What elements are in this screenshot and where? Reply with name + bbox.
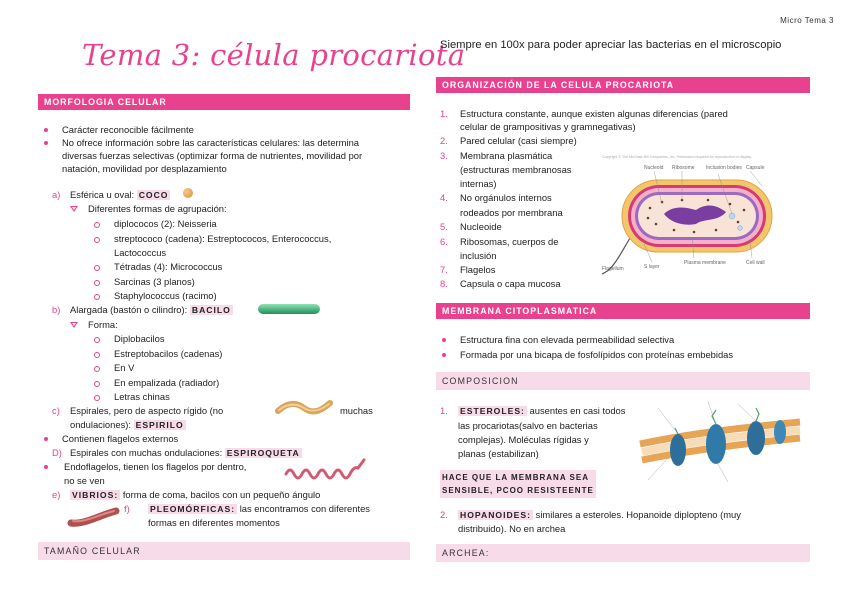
org-item-line: internas) — [460, 178, 497, 189]
coco-item: Tétradas (4): Micrococcus — [114, 261, 223, 272]
morph-a-text: Esférica u oval: — [70, 189, 135, 200]
tag-vibrios: VIBRIOS: — [72, 490, 119, 500]
org-num: 7. — [440, 264, 448, 275]
esteroles-num: 1. — [440, 405, 448, 416]
tag-espiroqueta: ESPIROQUETA — [226, 448, 300, 458]
org-num: 6. — [440, 236, 448, 247]
circle-bullet-icon — [94, 237, 100, 243]
bullet-dot — [44, 437, 48, 441]
bacilo-item: Letras chinas — [114, 391, 170, 402]
marker-c: c) — [52, 405, 60, 416]
membrane-protein-shape — [747, 421, 765, 455]
espirilo-icon — [274, 398, 334, 418]
morph-c-text-right: muchas — [340, 405, 373, 416]
label-cellwall: Cell wall — [746, 260, 765, 266]
marker-b: b) — [52, 304, 61, 315]
esteroles-line — [458, 404, 625, 418]
tag-esteroles: ESTEROLES: — [460, 406, 525, 416]
org-num: 2. — [440, 135, 448, 146]
hace-line2: SENSIBLE, PCOO RESISTEENTE — [442, 486, 594, 495]
membrana-bullet: Estructura fina con elevada permeabilidad selectiva — [460, 334, 675, 345]
bacilo-item: En empalizada (radiador) — [114, 377, 220, 388]
coco-icon — [183, 188, 193, 198]
label-nucleoid: Nucleoid — [644, 165, 664, 171]
bullet-no-ofrece: No ofrece información sobre las características celulares: las determina diversas fuerzas selectivas (optimizar forma de nutrientes, movilidad por natación, movilidad por desplazamiento — [62, 137, 363, 174]
circle-bullet-icon — [94, 337, 100, 343]
circle-bullet-icon — [94, 265, 100, 271]
org-item-line: inclusión — [460, 250, 497, 261]
membrane-protein-shape — [706, 424, 726, 464]
marker-d: D) — [52, 447, 62, 458]
membrane-protein-shape — [774, 420, 786, 444]
bullet-dot — [44, 128, 48, 132]
morph-c-text2: ondulaciones): — [70, 419, 131, 430]
hopanoides-num: 2. — [440, 509, 448, 520]
section-bar-membrana: MEMBRANA CITOPLASMATICA — [436, 303, 810, 319]
morph-f — [148, 502, 370, 516]
org-item-line: rodeados por membrana — [460, 207, 563, 218]
espiroqueta-icon — [282, 455, 366, 481]
circle-bullet-icon — [94, 381, 100, 387]
label-slayer: S layer — [644, 264, 660, 270]
bullet-flagelos-externos: Contienen flagelos externos — [62, 433, 179, 444]
label-plasma: Plasma membrane — [684, 260, 726, 266]
morph-f-text: las encontramos con diferentes — [239, 503, 370, 514]
morph-b — [70, 303, 233, 317]
bacilo-item: Estreptobacilos (cadenas) — [114, 348, 223, 359]
circle-bullet-icon — [94, 395, 100, 401]
label-flagellum: Flagellum — [602, 266, 624, 272]
coco-item-cont: Lactococcus — [114, 247, 167, 258]
coco-item: Staphylococcus (racimo) — [114, 290, 217, 301]
section-bar-composicion: COMPOSICION — [436, 372, 810, 390]
coco-item: streptococo (cadena): Estreptococos, Enterococcus, — [114, 233, 332, 244]
morph-d — [70, 446, 302, 460]
cytoplasmic-membrane-diagram — [638, 400, 802, 488]
page-header-label: Micro Tema 3 — [780, 16, 834, 25]
bullet-endoflagelos-cont: no se ven — [64, 475, 105, 486]
bacilo-item: Diplobacilos — [114, 333, 165, 344]
bacilo-icon — [258, 304, 320, 314]
tag-coco: COCO — [138, 190, 169, 200]
tag-espirilo: ESPIRILO — [135, 420, 184, 430]
membrane-protein-shape — [670, 434, 686, 466]
org-item-line: Pared celular (casi siempre) — [460, 135, 577, 146]
bullet-dot — [44, 465, 48, 469]
marker-f: f) — [124, 503, 130, 514]
coco-item: Sarcinas (3 planos) — [114, 276, 195, 287]
marker-a: a) — [52, 189, 61, 200]
morph-c-line2 — [70, 418, 186, 432]
org-num: 3. — [440, 150, 448, 161]
hace-line1: HACE QUE LA MEMBRANA SEA — [442, 473, 589, 482]
org-item-line: Capsula o capa mucosa — [460, 278, 561, 289]
org-num: 5. — [440, 221, 448, 232]
coco-item: diplococos (2): Neisseria — [114, 218, 217, 229]
tag-bacilo: BACILO — [191, 305, 231, 315]
bacilo-item: En V — [114, 362, 135, 373]
cell-copyright: Copyright © The McGraw-Hill Companies, Inc. Permission required for reproduction or display. — [602, 155, 752, 159]
org-item-line: Estructura constante, aunque existen algunas diferencias (pared — [460, 108, 728, 119]
esteroles-line: planas (estabilizan) — [458, 448, 539, 459]
section-bar-morfologia: MORFOLOGIA CELULAR — [38, 94, 410, 110]
vibrio-icon — [66, 505, 122, 529]
org-item-line: Ribosomas, cuerpos de — [460, 236, 559, 247]
agrupacion-label: Diferentes formas de agrupación: — [88, 203, 227, 214]
bullet-endoflagelos: Endoflagelos, tienen los flagelos por dentro, — [64, 461, 247, 472]
circle-bullet-icon — [94, 366, 100, 372]
page-title: Tema 3: célula procariota — [82, 38, 466, 72]
bullet-dot — [442, 353, 446, 357]
hopanoides-line — [458, 508, 741, 522]
org-num: 4. — [440, 192, 448, 203]
hopanoides-line2: distribuido). No en archea — [458, 523, 566, 534]
esteroles-text: ausentes en casi todos — [529, 405, 626, 416]
morph-d-text: Espirales con muchas ondulaciones: — [70, 447, 223, 458]
intro-text: Siempre en 100x para poder apreciar las bacterias en el microscopio — [440, 39, 782, 51]
hopanoides-text: similares a esteroles. Hopanoide diplopteno (muy — [535, 509, 741, 520]
org-item-line: Nucleoide — [460, 221, 502, 232]
circle-bullet-icon — [94, 294, 100, 300]
label-capsule: Capsule — [746, 165, 765, 171]
circle-bullet-icon — [94, 280, 100, 286]
org-item-line: Flagelos — [460, 264, 496, 275]
esteroles-line: complejas). Moléculas rígidas y — [458, 434, 589, 445]
org-num: 8. — [440, 278, 448, 289]
section-bar-organizacion: ORGANIZACIÓN DE LA CELULA PROCARIOTA — [436, 77, 810, 93]
morph-e-text: forma de coma, bacilos con un pequeño ángulo — [122, 489, 321, 500]
org-item-line: No orgánulos internos — [460, 192, 552, 203]
esteroles-line: las procariotas(salvo en bacterias — [458, 420, 598, 431]
bullet-caracter: Carácter reconocible fácilmente — [62, 124, 194, 135]
section-bar-tamano: TAMAÑO CELULAR — [38, 542, 410, 560]
marker-e: e) — [52, 489, 61, 500]
section-bar-archea: ARCHEA: — [436, 544, 810, 562]
bullet-dot — [44, 141, 48, 145]
morph-b-text: Alargada (bastón o cilindro): — [70, 304, 188, 315]
morph-e — [70, 488, 320, 502]
label-inclusion: Inclusion bodies — [706, 165, 742, 171]
tag-hopanoides: HOPANOIDES: — [460, 510, 532, 520]
prokaryotic-cell-diagram — [600, 152, 778, 278]
morph-f-line2: formas en diferentes momentos — [148, 517, 280, 528]
org-item-line: Membrana plasmática — [460, 150, 553, 161]
circle-bullet-icon — [94, 222, 100, 228]
org-num: 1. — [440, 108, 448, 119]
triangle-bullet-icon — [70, 206, 78, 212]
circle-bullet-icon — [94, 352, 100, 358]
tag-pleomorficas: PLEOMÓRFICAS: — [150, 504, 236, 514]
inclusion-body-shape — [738, 226, 743, 231]
org-item-line: celular de grampositivas y gramnegativas) — [460, 121, 636, 132]
label-ribosome: Ribosome — [672, 165, 695, 171]
morph-c-text: Espirales, pero de aspecto rígido (no — [70, 405, 224, 416]
membrana-bullet: Formada por una bicapa de fosfolípidos con proteínas embebidas — [460, 349, 734, 360]
bullet-dot — [442, 338, 446, 342]
org-item-line: (estructuras membranosas — [460, 164, 572, 175]
forma-label: Forma: — [88, 319, 118, 330]
hace-highlight — [440, 470, 596, 498]
morph-a — [70, 188, 170, 202]
triangle-bullet-icon — [70, 322, 78, 328]
